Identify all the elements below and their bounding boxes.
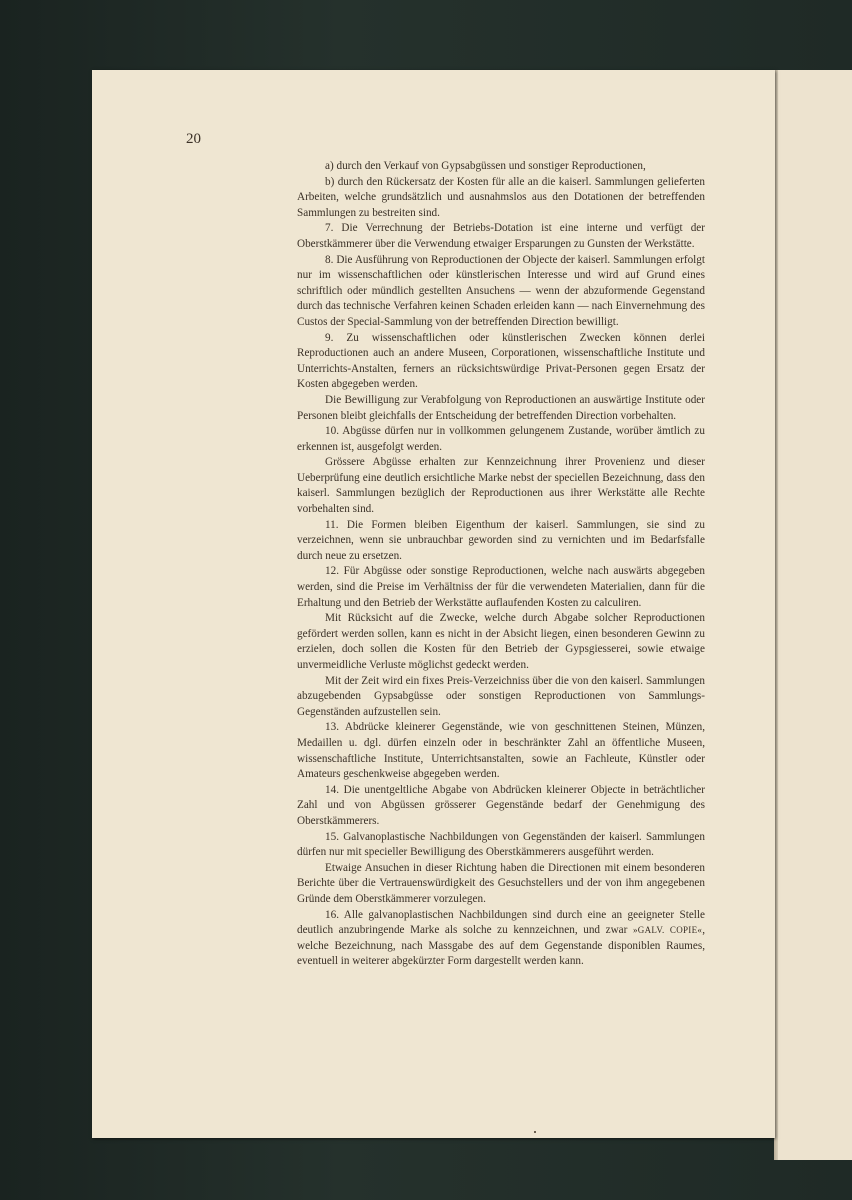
paragraph: 11. Die Formen bleiben Eigenthum der kaiserl. Sammlungen, sie sind zu verzeichnen, wenn sie unbrauchbar geworden sind zu vernichten und im Bedarfsfalle durch neue zu ersetzen. [297,518,705,562]
paragraph: a) durch den Verkauf von Gypsabgüssen und sonstiger Reproductionen, [325,160,646,172]
page-number: 20 [186,131,201,147]
facing-page [777,70,852,1160]
paragraph-last [297,908,705,970]
paragraph: Mit Rücksicht auf die Zwecke, welche durch Abgabe solcher Reproductionen gefördert werden sollen, kann es nicht in der Absicht liegen, einen besonderen Gewinn zu erzielen, doch sollen die Kosten für den Betrieb der Gypsgiesserei, sowie etwaige unvermeidliche Verluste möglichst gedeckt werden. [297,612,705,671]
paragraph: Mit der Zeit wird ein fixes Preis-Verzeichniss über die von den kaiserl. Sammlungen abzugebenden Gypsabgüsse oder sonstigen Reproductionen von Sammlungs-Gegenständen aufzustellen sein. [297,674,705,718]
galv-copie-mark: »GALV. COPIE« [632,925,703,936]
paragraph: 14. Die unentgeltliche Abgabe von Abdrücken kleinerer Objecte in beträchtlicher Zahl und von Abgüssen grösserer Gegenstände bedarf der Genehmigung des Oberstkämmerers. [297,783,705,827]
paragraph: 7. Die Verrechnung der Betriebs-Dotation ist eine interne und verfügt der Oberstkämmerer über die Verwendung etwaiger Ersparungen zu Gunsten der Werkstätte. [297,222,705,250]
paragraph-text: 16. Alle galvanoplastischen Nachbildungen sind durch eine an geeigneter Stelle deutlich anzubringende Marke als solche zu kennzeichnen, und zwar [297,908,705,937]
paragraph: 13. Abdrücke kleinerer Gegenstände, wie von geschnittenen Steinen, Münzen, Medaillen u. dgl. dürfen einzeln oder in beschränkter Zahl an öffentliche Museen, wissenschaftliche Institute, Unterrichtsanstalten, sowie an Fachleute, Künstler oder Amateurs geschenkweise abgegeben werden. [297,721,705,781]
paragraph: 10. Abgüsse dürfen nur in vollkommen gelungenem Zustande, worüber ämtlich zu erkennen ist, ausgefolgt werden. [297,425,705,453]
paper-speck [534,1131,536,1133]
paragraph: b) durch den Rückersatz der Kosten für alle an die kaiserl. Sammlungen gelieferten Arbeiten, welche grundsätzlich und ausnahmslos aus den Dotationen der betreffenden Sammlungen zu bestreiten sind. [297,175,705,219]
paragraph-text: , welche Bezeichnung, nach Massgabe des auf dem Gegenstande disponiblen Raumes, eventuell in weiterer abgekürzter Form dargestellt werden kann. [297,924,705,968]
paragraph: 12. Für Abgüsse oder sonstige Reproductionen, welche nach auswärts abgegeben werden, sind die Preise im Verhältniss der für die verwendeten Materialien, dann für die Erhaltung und den Betrieb der Werkstätte auflaufenden Kosten zu calculiren. [297,565,705,609]
paragraph: 8. Die Ausführung von Reproductionen der Objecte der kaiserl. Sammlungen erfolgt nur im wissenschaftlichen oder künstlerischen Interesse und wird auf Grund eines schriftlich oder mündlich gestellten Ansuchens — wenn der abzuformende Gegenstand durch das technische Verfahren keinen Schaden erleiden kann — nach Einvernehmung des Custos der Special-Sammlung von der betreffenden Direction bewilligt. [297,253,705,328]
paragraph: Die Bewilligung zur Verabfolgung von Reproductionen an auswärtige Institute oder Personen bleibt gleichfalls der Entscheidung der betreffenden Direction vorbehalten. [297,393,705,422]
paragraph: 9. Zu wissenschaftlichen oder künstlerischen Zwecken können derlei Reproductionen auch an andere Museen, Corporationen, wissenschaftliche Institute und Unterrichts-Anstalten, ferners an rücksichtswürdige Privat-Personen gegen Ersatz der Kosten abgegeben werden. [297,331,705,391]
paragraph: Grössere Abgüsse erhalten zur Kennzeichnung ihrer Provenienz und dieser Ueberprüfung eine deutlich ersichtliche Marke nebst der speciellen Bezeichnung, dass den kaiserl. Sammlungen bezüglich der Reproductionen aus ihrer Werkstätte alle Rechte vorbehalten sind. [297,456,705,516]
body-text [297,159,705,970]
paragraph: Etwaige Ansuchen in dieser Richtung haben die Directionen mit einem besonderen Berichte über die Vertrauenswürdigkeit des Gesuchstellers und der von ihm angegebenen Gründe dem Oberstkämmerer vorzulegen. [297,861,705,905]
paragraph: 15. Galvanoplastische Nachbildungen von Gegenständen der kaiserl. Sammlungen dürfen nur mit specieller Bewilligung des Oberstkämmerers ausgeführt werden. [297,830,705,859]
